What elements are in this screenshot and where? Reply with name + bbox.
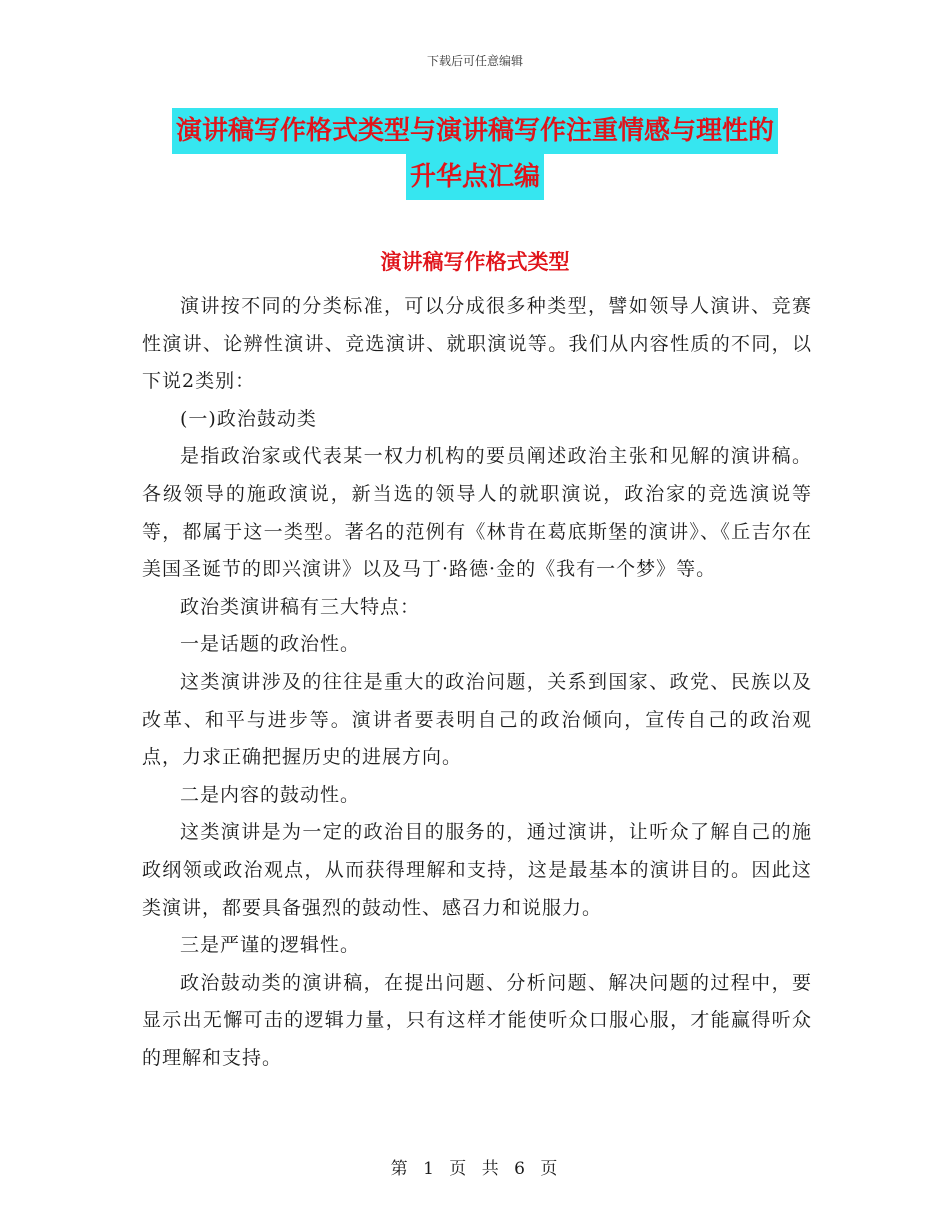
body-text	[142, 288, 812, 1077]
header-note: 下载后可任意编辑	[426, 54, 523, 68]
paragraph: 这类演讲是为一定的政治目的服务的，通过演讲，让听众了解自己的施政纲领或政治观点，从而获得理解和支持，这是最基本的演讲目的。因此这类演讲，都要具备强烈的鼓动性、感召力和说服力。	[142, 821, 812, 919]
paragraph: 三是严谨的逻辑性。	[180, 934, 361, 957]
paragraph: (一)政治鼓动类	[180, 407, 317, 430]
paragraph: 是指政治家或代表某一权力机构的要员阐述政治主张和见解的演讲稿。各级领导的施政演说，新当选的领导人的就职演说，政治家的竞选演说等等，都属于这一类型。著名的范例有《林肯在葛底斯堡的演讲》、《丘吉尔在美国圣诞节的即兴演讲》以及马丁·路德·金的《我有一个梦》等。	[142, 445, 812, 581]
section-heading: 演讲稿写作格式类型	[380, 250, 570, 274]
title-line-2: 升华点汇编	[406, 154, 544, 200]
paragraph: 政治类演讲稿有三大特点：	[180, 595, 421, 618]
paragraph: 这类演讲涉及的往往是重大的政治问题，关系到国家、政党、民族以及改革、和平与进步等。演讲者要表明自己的政治倾向，宣传自己的政治观点，力求正确把握历史的进展方向。	[142, 670, 812, 769]
paragraph: 二是内容的鼓动性。	[180, 783, 361, 806]
page-footer: 第 1 页 共 6 页	[390, 1159, 560, 1179]
paragraph: 演讲按不同的分类标准，可以分成很多种类型，譬如领导人演讲、竞赛性演讲、论辨性演讲、竞选演讲、就职演说等。我们从内容性质的不同，以下说2类别：	[142, 295, 812, 393]
document-title	[0, 108, 950, 200]
paragraph: 一是话题的政治性。	[180, 633, 361, 656]
title-line-1: 演讲稿写作格式类型与演讲稿写作注重情感与理性的	[172, 108, 778, 154]
paragraph: 政治鼓动类的演讲稿，在提出问题、分析问题、解决问题的过程中，要显示出无懈可击的逻辑力量，只有这样才能使听众口服心服，才能赢得听众的理解和支持。	[142, 971, 812, 1069]
